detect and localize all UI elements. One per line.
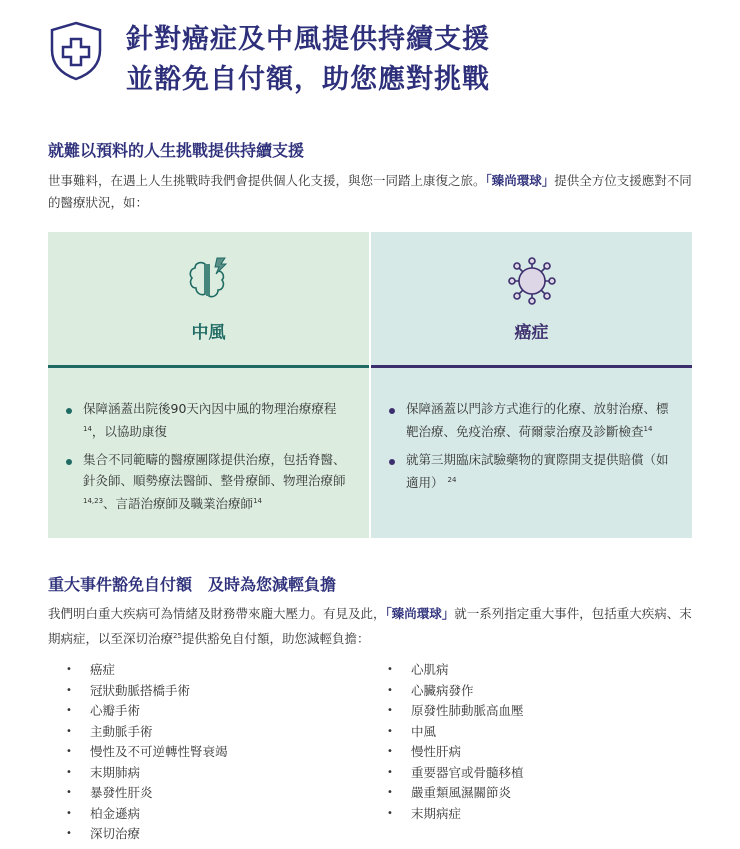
list-item: • 主動脈手術 xyxy=(66,722,228,743)
list-item: • 暴發性肝炎 xyxy=(66,783,228,804)
brain-lightning-icon xyxy=(185,256,233,306)
events-list-left xyxy=(66,660,228,845)
support-intro: 世事難料，在遇上人生挑戰時我們會提供個人化支援，與您一同踏上康復之旅。「臻尚環球」提供全方位支援應對不同的醫療狀況，如： xyxy=(48,173,692,210)
list-item: 保障涵蓋以門診方式進行的化療、放射治療、標靶治療、免疫治療、荷爾蒙治療及診斷檢查$^{14}$ xyxy=(389,398,672,442)
list-item: 集合不同範疇的醫療團隊提供治療，包括脊醫、針灸師、順勢療法醫師、整骨療師、物理治療師$^{14,23}$、言語治療師及職業治療師$^{14}$ xyxy=(66,449,349,514)
cancer-card xyxy=(371,232,692,538)
shield-cross-icon xyxy=(48,20,104,82)
list-item: • 心肌病 xyxy=(387,660,524,681)
page-title: 針對癌症及中風提供持續支援 並豁免自付額，助您應對挑戰 xyxy=(126,24,490,95)
list-item: • 末期病症 xyxy=(387,804,524,825)
list-item: 保障涵蓋出院後90天內因中風的物理治療療程$^{14}$，以協助康復 xyxy=(66,398,349,442)
list-item: • 嚴重類風濕關節炎 xyxy=(387,783,524,804)
hero xyxy=(48,20,490,100)
stroke-label: 中風 xyxy=(191,323,226,343)
list-item: • 重要器官或骨髓移植 xyxy=(387,763,524,784)
events-list-right xyxy=(387,660,524,824)
list-item: • 原發性肺動脈高血壓 xyxy=(387,701,524,722)
list-item: • 慢性肝病 xyxy=(387,742,524,763)
section-heading-waiver: 重大事件豁免自付額 及時為您減輕負擔 xyxy=(48,575,337,594)
list-item: • 慢性及不可逆轉性腎衰竭 xyxy=(66,742,228,763)
list-item: • 深切治療 xyxy=(66,824,228,845)
cancer-label: 癌症 xyxy=(514,323,549,343)
waiver-intro: 我們明白重大疾病可為情緒及財務帶來龐大壓力。有見及此，「臻尚環球」就一系列指定重大事件，包括重大疾病、末期病症，以至深切治療$^{25}$提供豁免自付額，助您減輕負擔： xyxy=(48,606,692,647)
list-item: • 心臟病發作 xyxy=(387,681,524,702)
list-item: • 癌症 xyxy=(66,660,228,681)
list-item: • 冠狀動脈搭橋手術 xyxy=(66,681,228,702)
list-item: • 心瓣手術 xyxy=(66,701,228,722)
stroke-card xyxy=(48,232,371,538)
list-item: • 末期肺病 xyxy=(66,763,228,784)
section-heading-support: 就難以預料的人生挑戰提供持續支援 xyxy=(48,141,305,160)
list-item: 就第三期臨床試驗藥物的實際開支提供賠償（如適用） $^{24}$ xyxy=(389,449,672,493)
list-item: • 柏金遜病 xyxy=(66,804,228,825)
coverage-cards xyxy=(48,232,692,538)
virus-icon xyxy=(507,256,557,306)
list-item: • 中風 xyxy=(387,722,524,743)
